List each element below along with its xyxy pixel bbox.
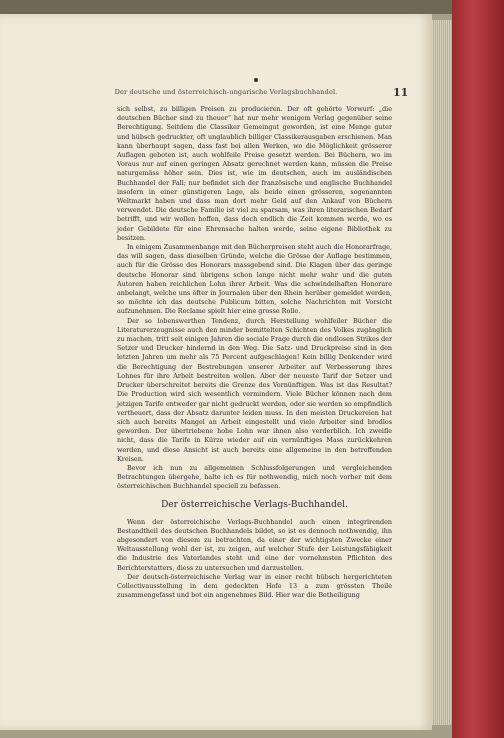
- section-title: Der österreichische Verlags-Buchhandel.: [161, 499, 348, 510]
- book-spine: [452, 0, 504, 738]
- page-number: 11: [393, 86, 409, 99]
- paragraph: Der so lobenswerthen Tendenz, durch Herstellung wohlfeiler Bücher die Literaturerzeugnisse auch den minder bemittelten Schichten des Volkes zugänglich zu machen, tritt seit einigen Jahren die sociale Frage durch die endlosen Strikes der Setzer und Drucker hindernd in den Weg. Die Satz- und Druckpreise sind in den letzten Jahren um mehr als 75 Percent aufgeschlagen! Kein billig Denkender wird die Berechtigung der Bestrebungen unserer Arbeiter auf Verbesserung ihres Lohnes für ihre Arbeit bestreiten wollen. Aber der neueste Tarif der Setzer und Drucker überschreitet bereits die Grenze des Vernünftigen. Was ist das Resultat? Die Production wird sich wesentlich vermindern. Viele Bücher können nach dem jetzigen Tarife entweder gar nicht gedruckt werden, oder sie werden so empfindlich vertheuert, dass der Absatz darunter leiden muss. In den meisten Druckereien hat sich auch bereits Mangel an Arbeit eingestellt und viele Arbeiter sind brodlos geworden. Der übertriebene hohe Lohn war ihnen also verderblich. Ich zweifle nicht, dass die Tarife in Kürze wieder auf ein vernünftiges Mass zurückkehren werden, und diese Ansicht ist auch bereits eine allgemeine in den betreffenden Kreisen.: [117, 316, 392, 463]
- paragraph: In einigem Zusammenhange mit den Bücherpreisen steht auch die Honorarfrage, das will sagen, dass dieselben Gründe, welche die Grösse der Auflage bestimmen, auch für die Grösse des Honorars massgebend sind. Die Klagen über das geringe deutsche Honorar sind übrigens schon lange nicht mehr wahr und die guten Autoren haben reichlichen Lohn ihrer Arbeit. Was die schwindelhaften Honorare anbelangt, welche uns öfter in Journalen über den Rhein herüber gemeldet werden, so möchte ich das deutsche Publicum bitten, solche Nachrichten mit Vorsicht aufzunehmen. Die Reclame spielt hier eine grosse Rolle.: [117, 243, 392, 316]
- scan-border: [0, 0, 504, 14]
- paragraph: Der deutsch-österreichische Verlag war in einer recht hübsch hergerichteten Collectivausstellung in dem gedeckten Hofe 13 a zum grössten Theile zusammengefasst und bot ein angenehmes Bild. Hier war die Betheiligung: [117, 572, 392, 600]
- paragraph: Bevor ich nun zu allgemeinen Schlussfolgerungen und vergleichenden Betrachtungen übergehe, halte ich es für nothwendig, mich noch vorher mit dem österreichischen Buchhandel speciell zu befassen.: [117, 463, 392, 491]
- body-text: [117, 105, 392, 600]
- page-edges: [430, 20, 452, 725]
- paragraph: sich selbst, zu billigen Preisen zu producieren. Der oft gehörte Vorwurf: „die deutschen Bücher sind zu theuer“ hat nur mehr wenigem Verlag gegenüber seine Berechtigung. Seitdem die Classiker Gemeingut geworden, ist eine Menge guter und hübsch gedruckter, oft unglaublich billiger Classikerausgaben erschienen. Man kann überhaupt sagen, dass fast bei allen Werken, wo die Möglichkeit grösserer Auflagen geboten ist, auch wohlfeile Preise gesetzt werden. Bei Büchern, wo im Voraus nur auf einen geringen Absatz gerechnet werden kann, müssen die Preise naturgemäss höher sein. Dies ist, wie im deutschen, auch im ausländischen Buchhandel der Fall; nur befindet sich der französische und englische Buchhandel insofern in einer günstigeren Lage, als beide einen grösseren, sogenannten Weltmarkt haben und dass man dort mehr Geld auf den Ankauf von Büchern verwendet. Die deutsche Familie ist viel zu sparsam, was ihren literarischen Bedarf betrifft, und wir wollen hoffen, dass doch endlich die Zeit kommen werde, wo es jeder Gebildete für eine Ehrensache halten werde, seine eigene Bibliothek zu besitzen.: [117, 105, 392, 242]
- paragraph: Wenn der österreichische Verlags-Buchhandel auch einen integrirenden Bestandtheil des deutschen Buchhandels bildet, so ist es dennoch nothwendig, ihn abgesondert von diesem zu betrachten, da einer der wichtigsten Zwecke einer Weltausstellung wohl der ist, zu zeigen, auf welcher Stufe der Leistungsfähigkeit die Industrie des Vaterlandes steht und eine der vornehmsten Pflichten des Berichterstatters, diess zu untersuchen und darzustellen.: [117, 517, 392, 572]
- running-head: Der deutsche und österreichisch-ungarische Verlagsbuchhandel.: [114, 88, 338, 96]
- ornament-dot: [254, 78, 258, 82]
